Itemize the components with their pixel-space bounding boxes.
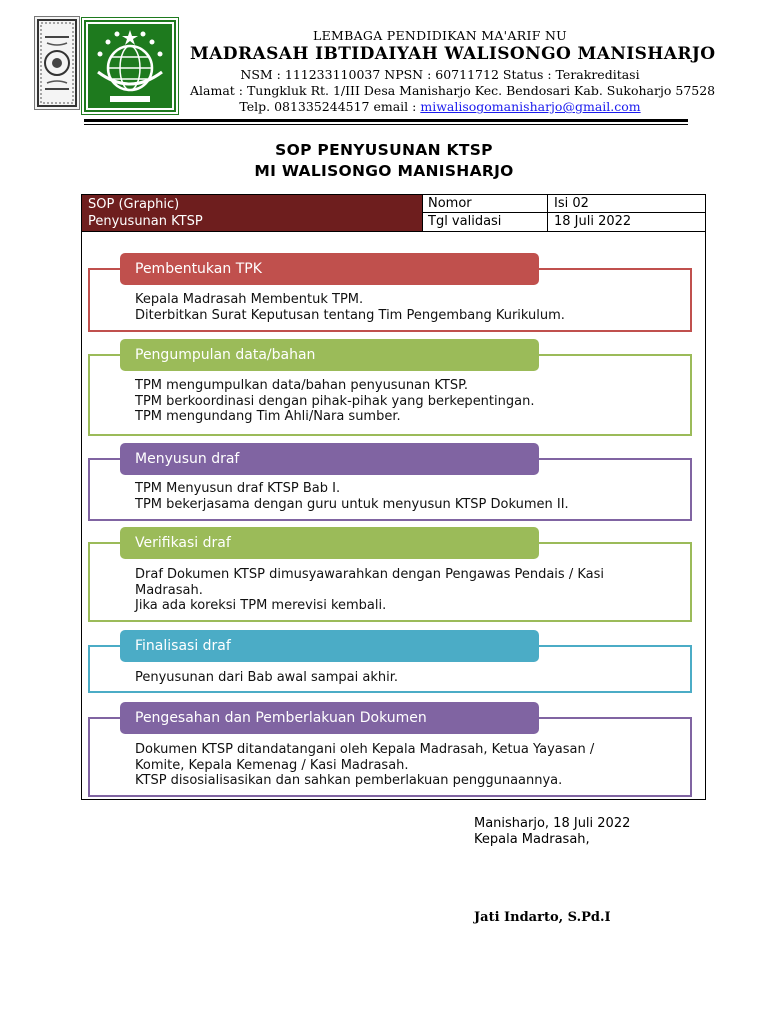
header-row-divider xyxy=(422,212,706,213)
step-line: Jika ada koreksi TPM merevisi kembali. xyxy=(135,598,387,613)
step-body-verifikasi xyxy=(135,567,675,614)
email-link[interactable]: miwalisogomanisharjo@gmail.com xyxy=(420,99,641,114)
nu-globe-logo-icon xyxy=(82,18,178,114)
step-line: Kepala Madrasah Membentuk TPM. xyxy=(135,292,364,307)
step-title-pengesahan: Pengesahan dan Pemberlakuan Dokumen xyxy=(120,702,539,734)
document-title: SOP PENYUSUNAN KTSP xyxy=(275,141,493,159)
signer-name: Jati Indarto, S.Pd.I xyxy=(474,910,611,925)
step-title-pembentukan: Pembentukan TPK xyxy=(120,253,539,285)
step-line: TPM bekerjasama dengan guru untuk menyusun KTSP Dokumen II. xyxy=(135,496,569,512)
school-address: Alamat : Tungkluk Rt. 1/III Desa Manisharjo Kec. Bendosari Kab. Sukoharjo 57528 xyxy=(190,83,716,98)
step-line: Diterbitkan Surat Keputusan tentang Tim Pengembang Kurikulum. xyxy=(135,307,565,323)
institution-name: LEMBAGA PENDIDIKAN MA'ARIF NU xyxy=(312,28,568,43)
letterhead-rule-thick xyxy=(84,119,688,122)
step-title-finalisasi: Finalisasi draf xyxy=(120,630,539,662)
step-line: Draf Dokumen KTSP dimusyawarahkan dengan Pengawas Pendais / Kasi xyxy=(135,567,604,582)
signature-place-date: Manisharjo, 18 Juli 2022 xyxy=(474,816,631,831)
signature-position: Kepala Madrasah, xyxy=(474,832,590,847)
step-body-pengumpulan xyxy=(135,378,675,425)
sop-type-label: SOP (Graphic) xyxy=(88,197,180,212)
document-subtitle: MI WALISONGO MANISHARJO xyxy=(254,162,514,180)
step-title-verifikasi: Verifikasi draf xyxy=(120,527,539,559)
step-line: KTSP disosialisasikan dan sahkan pemberlakuan penggunaannya. xyxy=(135,773,563,788)
nomor-label: Nomor xyxy=(428,196,472,211)
step-line: Dokumen KTSP ditandatangani oleh Kepala Madrasah, Ketua Yayasan / xyxy=(135,742,595,757)
step-title-pengumpulan: Pengumpulan data/bahan xyxy=(120,339,539,371)
registration-info: NSM : 111233110037 NPSN : 60711712 Status : Terakreditasi xyxy=(240,67,640,82)
step-title-menyusun: Menyusun draf xyxy=(120,443,539,475)
step-body-menyusun xyxy=(135,481,675,512)
step-body-pembentukan xyxy=(135,292,675,323)
step-body-finalisasi xyxy=(135,670,675,686)
step-body-pengesahan xyxy=(135,742,675,789)
tgl-validasi-value: 18 Juli 2022 xyxy=(554,214,632,229)
school-name: MADRASAH IBTIDAIYAH WALISONGO MANISHARJO xyxy=(190,44,716,64)
step-line: Madrasah. xyxy=(135,582,203,598)
step-line: TPM mengundang Tim Ahli/Nara sumber. xyxy=(135,409,401,424)
phone-text: Telp. 081335244517 email : xyxy=(239,99,421,114)
sop-header-title-cell xyxy=(82,195,422,231)
step-line: TPM mengumpulkan data/bahan penyusunan KTSP. xyxy=(135,378,469,393)
sop-name-label: Penyusunan KTSP xyxy=(88,214,203,229)
maarif-seal-logo-icon xyxy=(34,16,80,110)
letterhead-rule-thin xyxy=(84,124,688,125)
step-line: TPM berkoordinasi dengan pihak-pihak yang berkepentingan. xyxy=(135,393,535,409)
contact-line xyxy=(190,99,690,114)
step-line: Komite, Kepala Kemenag / Kasi Madrasah. xyxy=(135,757,409,773)
header-bottom-line xyxy=(81,231,706,232)
step-line: TPM Menyusun draf KTSP Bab I. xyxy=(135,481,341,496)
step-line: Penyusunan dari Bab awal sampai akhir. xyxy=(135,670,399,685)
tgl-validasi-label: Tgl validasi xyxy=(428,214,502,229)
nomor-value: Isi 02 xyxy=(554,196,589,211)
